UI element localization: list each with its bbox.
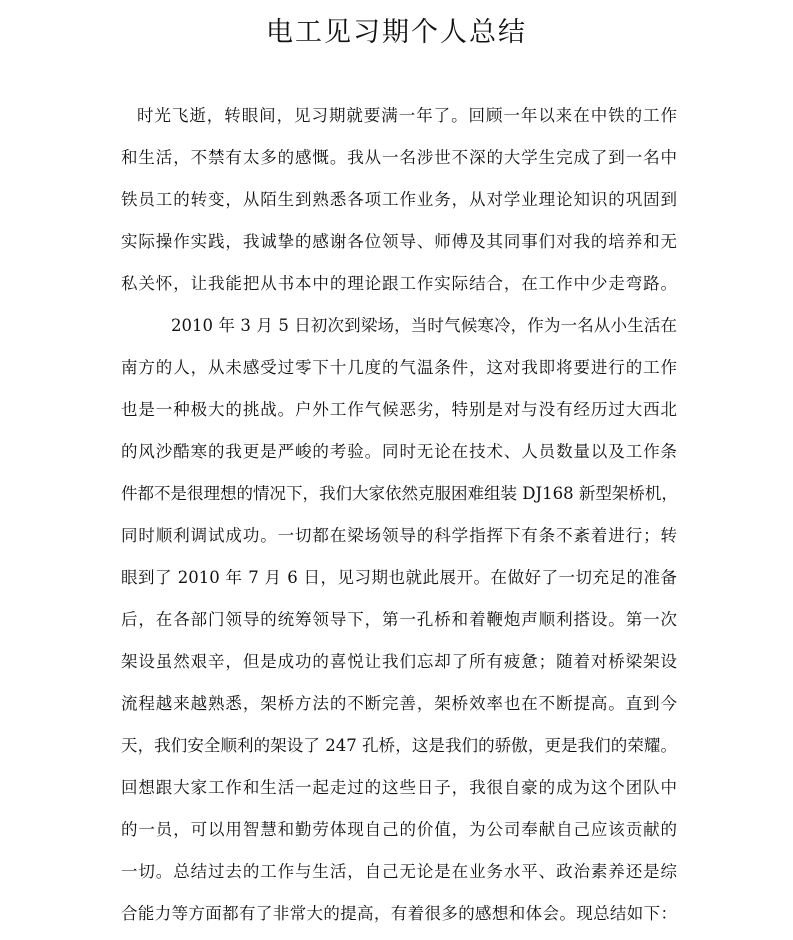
paragraph-1-line-5: 私关怀，让我能把从书本中的理论跟工作实际结合，在工作中少走弯路。 xyxy=(121,274,677,293)
paragraph-2-line-8: 后，在各部门领导的统筹领导下，第一孔桥和着鞭炮声顺利搭设。第一次 xyxy=(121,610,677,629)
paragraph-1-line-3: 铁员工的转变，从陌生到熟悉各项工作业务，从对学业理论知识的巩固到 xyxy=(121,190,677,209)
paragraph-2-line-3: 也是一种极大的挑战。户外工作气候恶劣，特别是对与没有经历过大西北 xyxy=(121,400,677,419)
paragraph-2-line-15: 合能力等方面都有了非常大的提高，有着很多的感想和体会。现总结如下： xyxy=(121,904,677,923)
paragraph-2-line-9: 架设虽然艰辛，但是成功的喜悦让我们忘却了所有疲惫；随着对桥梁架设 xyxy=(121,652,677,671)
paragraph-2-line-7: 眼到了 2010 年 7 月 6 日，见习期也就此展开。在做好了一切充足的准备 xyxy=(121,568,677,587)
document-body xyxy=(0,99,793,940)
paragraph-1-line-2: 和生活，不禁有太多的感慨。我从一名涉世不深的大学生完成了到一名中 xyxy=(121,148,677,167)
paragraph-1-line-4: 实际操作实践，我诚挚的感谢各位领导、师傅及其同事们对我的培养和无 xyxy=(121,232,677,251)
paragraph-2-line-2: 南方的人，从未感受过零下十几度的气温条件，这对我即将要进行的工作 xyxy=(121,358,677,377)
paragraph-2-line-13: 的一员，可以用智慧和勤劳体现自己的价值，为公司奉献自己应该贡献的 xyxy=(121,820,677,839)
paragraph-2-line-1: 2010 年 3 月 5 日初次到梁场，当时气候寒冷，作为一名从小生活在 xyxy=(171,316,677,335)
document-title: 电工见习期个人总结 xyxy=(266,17,527,48)
paragraph-2-line-12: 回想跟大家工作和生活一起走过的这些日子，我很自豪的成为这个团队中 xyxy=(121,778,677,797)
paragraph-2-line-5: 件都不是很理想的情况下，我们大家依然克服困难组装 DJ168 新型架桥机， xyxy=(121,484,678,503)
paragraph-1-line-1: 时光飞逝，转眼间，见习期就要满一年了。回顾一年以来在中铁的工作 xyxy=(137,106,677,125)
paragraph-2-line-4: 的风沙酷寒的我更是严峻的考验。同时无论在技术、人员数量以及工作条 xyxy=(121,442,677,461)
paragraph-2-line-6: 同时顺利调试成功。一切都在梁场领导的科学指挥下有条不紊着进行；转 xyxy=(121,526,677,545)
paragraph-2-line-11: 天，我们安全顺利的架设了 247 孔桥，这是我们的骄傲，更是我们的荣耀。 xyxy=(121,736,677,755)
paragraph-2-line-10: 流程越来越熟悉，架桥方法的不断完善，架桥效率也在不断提高。直到今 xyxy=(121,694,677,713)
paragraph-2-line-14: 一切。总结过去的工作与生活，自己无论是在业务水平、政治素养还是综 xyxy=(121,862,677,881)
